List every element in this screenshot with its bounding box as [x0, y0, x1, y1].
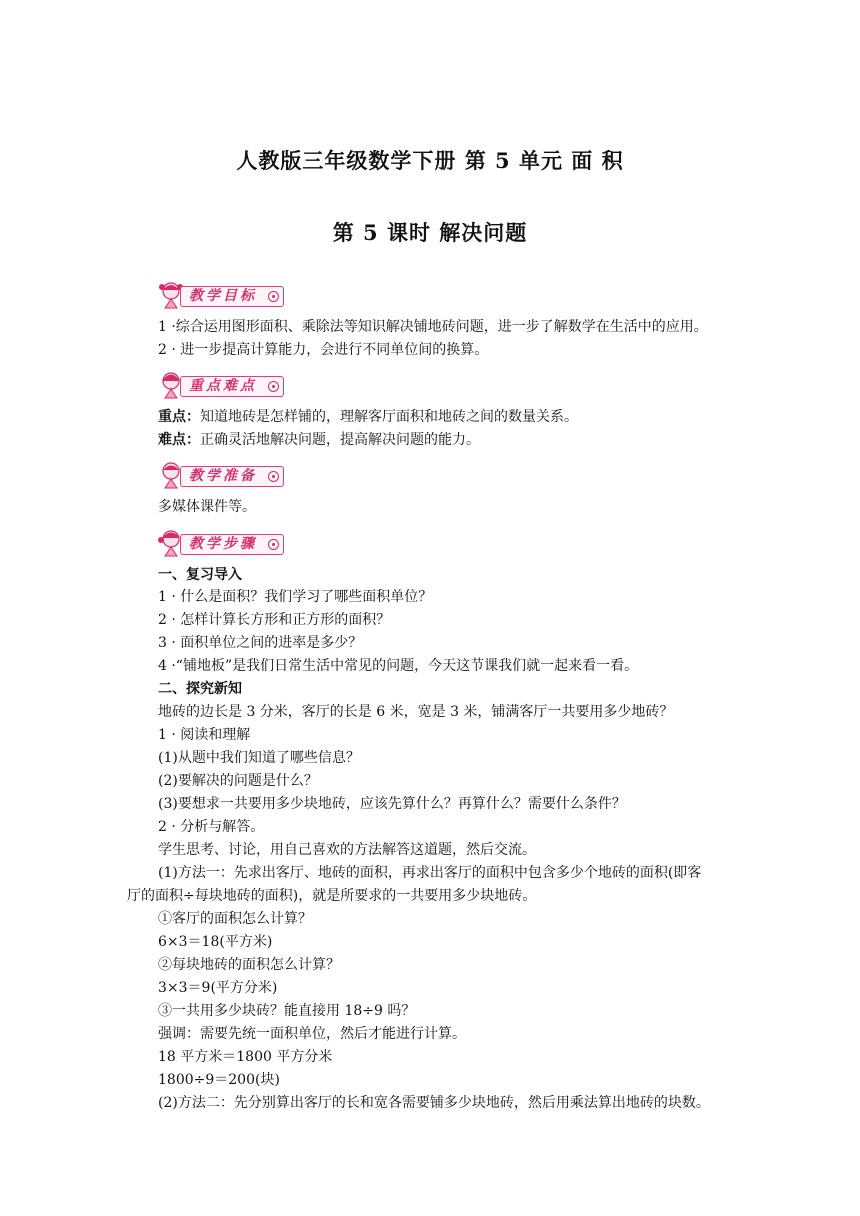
subsection-title: 2 · 分析与解答。	[158, 819, 265, 835]
target-icon	[268, 291, 279, 302]
review-item: 2 · 怎样计算长方形和正方形的面积？	[158, 612, 391, 628]
review-item: 1 · 什么是面积？我们学习了哪些面积单位？	[158, 589, 433, 605]
question-item: (3)要想求一共要用多少块地砖，应该先算什么？再算什么？需要什么条件？	[158, 796, 626, 812]
difficulty-label: 难点：	[158, 432, 200, 448]
paragraph: 学生思考、讨论，用自己喜欢的方法解答这道题，然后交流。	[158, 842, 536, 858]
badge-teaching-goals	[158, 278, 288, 312]
badge-box	[180, 466, 284, 487]
preparation-text: 多媒体课件等。	[158, 499, 256, 515]
section-heading: 二、探究新知	[158, 681, 242, 697]
step-line: 18 平方米＝1800 平方分米	[158, 1049, 333, 1065]
goal-item: 2 · 进一步提高计算能力，会进行不同单位间的换算。	[158, 342, 489, 358]
target-icon	[268, 381, 279, 392]
target-icon	[268, 471, 279, 482]
step-line: 强调：需要先统一面积单位，然后才能进行计算。	[158, 1026, 466, 1042]
badge-steps	[158, 526, 288, 560]
key-point-line	[158, 408, 578, 426]
badge-box	[180, 376, 284, 397]
method-two-line: (2)方法二：先分别算出客厅的长和宽各需要铺多少块地砖，然后用乘法算出地砖的块数。	[158, 1095, 710, 1111]
review-item: 3 · 面积单位之间的进率是多少？	[158, 635, 363, 651]
problem-text: 地砖的边长是 3 分米，客厅的长是 6 米，宽是 3 米，铺满客厅一共要用多少地砖？	[158, 704, 674, 720]
review-item: 4 ·“铺地板”是我们日常生活中常见的问题，今天这节课我们就一起来看一看。	[158, 658, 639, 674]
badge-label: 教学步骤	[189, 536, 257, 552]
difficulty-line	[158, 431, 480, 449]
method-one-line: (1)方法一：先求出客厅、地砖的面积，再求出客厅的面积中包含多少个地砖的面积(即客	[158, 865, 702, 881]
badge-key-points	[158, 368, 288, 402]
key-text: 知道地砖是怎样铺的，理解客厅面积和地砖之间的数量关系。	[200, 409, 578, 425]
step-line: 1800÷9＝200(块)	[158, 1072, 280, 1088]
badge-box	[180, 286, 284, 307]
key-label: 重点：	[158, 409, 200, 425]
step-line: ③一共用多少块砖？能直接用 18÷9 吗？	[158, 1003, 416, 1019]
badge-label: 教学准备	[189, 468, 257, 484]
step-line: 3×3＝9(平方分米)	[158, 980, 278, 996]
badge-label: 重点难点	[189, 378, 257, 394]
question-item: (2)要解决的问题是什么？	[158, 773, 318, 789]
step-line: ①客厅的面积怎么计算？	[158, 911, 312, 927]
subsection-title: 1 · 阅读和理解	[158, 727, 251, 743]
badge-box	[180, 534, 284, 555]
badge-label: 教学目标	[189, 288, 257, 304]
badge-preparation	[158, 458, 288, 492]
section-heading: 一、复习导入	[158, 567, 242, 583]
method-one-line: 厅的面积÷每块地砖的面积)，就是所要求的一共要用多少块地砖。	[127, 888, 537, 904]
goal-item: 1 ·综合运用图形面积、乘除法等知识解决铺地砖问题，进一步了解数学在生活中的应用。	[158, 319, 708, 335]
step-line: ②每块地砖的面积怎么计算？	[158, 957, 340, 973]
step-line: 6×3＝18(平方米)	[158, 934, 273, 950]
difficulty-text: 正确灵活地解决问题，提高解决问题的能力。	[200, 432, 480, 448]
document-title: 人教版三年级数学下册 第 5 单元 面 积	[236, 148, 624, 173]
lesson-title: 第 5 课时 解决问题	[332, 220, 528, 245]
target-icon	[268, 539, 279, 550]
question-item: (1)从题中我们知道了哪些信息？	[158, 750, 360, 766]
